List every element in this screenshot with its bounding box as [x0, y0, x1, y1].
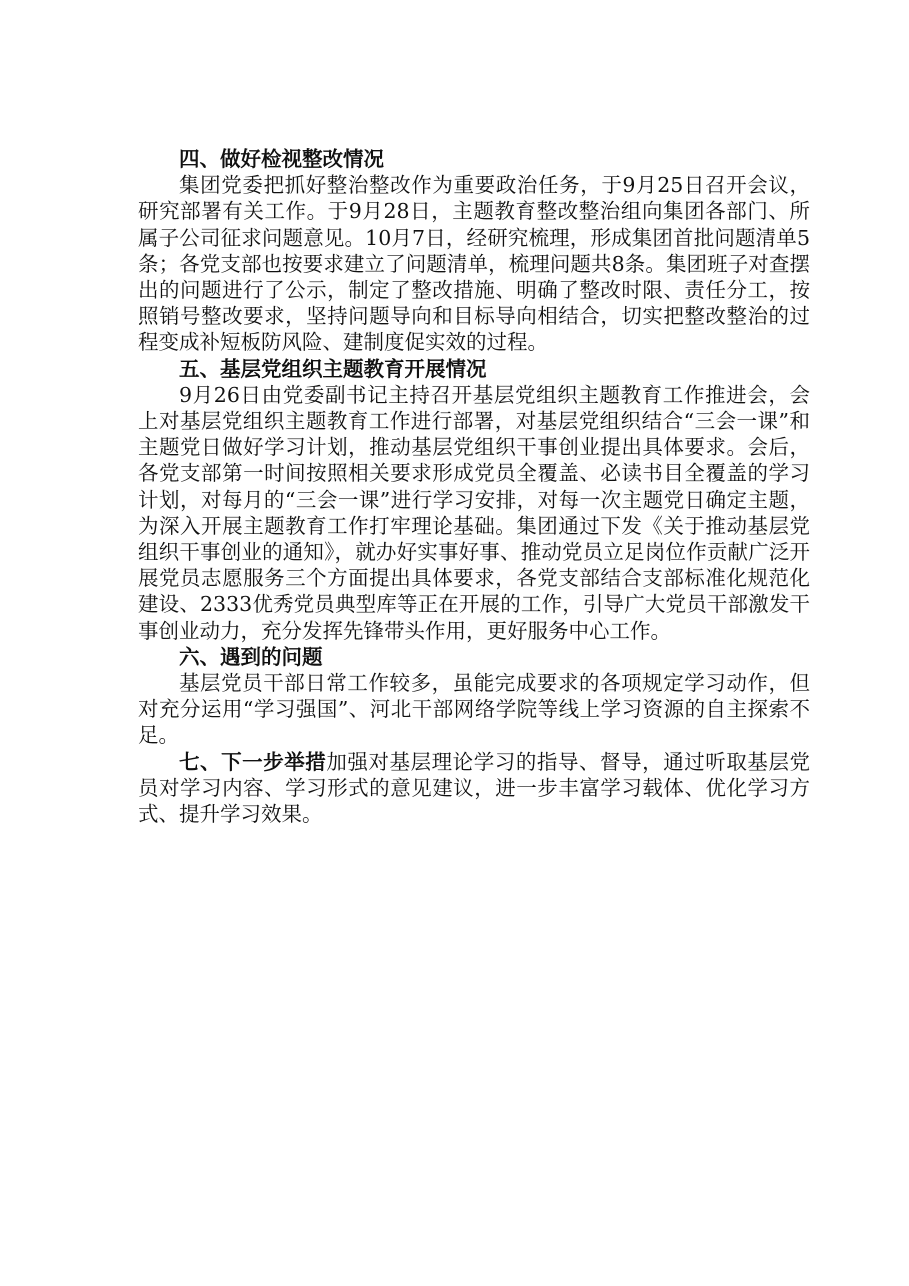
section-paragraph: 集团党委把抓好整治整改作为重要政治任务，于9月25日召开会议，研究部署有关工作。于9月28日，主题教育整改整治组向集团各部门、所属子公司征求问题意见。10月7日，经研究梳理，形成集团首批问题清单5条；各党支部也按要求建立了问题清单，梳理问题共8条。集团班子对查摆出的问题进行了公示，制定了整改措施、明确了整改时限、责任分工，按照销号整改要求，坚持问题导向和目标导向相结合，切实把整改整治的过程变成补短板防风险、建制度促实效的过程。	[138, 173, 810, 355]
section-grassroots-education	[138, 356, 810, 644]
section-heading: 四、做好检视整改情况	[179, 147, 384, 171]
section-paragraph	[138, 749, 810, 828]
section-paragraph: 基层党员干部日常工作较多，虽能完成要求的各项规定学习动作，但对充分运用“学习强国”、河北干部网络学院等线上学习资源的自主探索不足。	[138, 671, 810, 748]
section-problems	[138, 644, 810, 749]
section-heading: 五、基层党组织主题教育开展情况	[179, 356, 487, 381]
section-next-steps	[138, 749, 810, 828]
section-paragraph: 9月26日由党委副书记主持召开基层党组织主题教育工作推进会，会上对基层党组织主题教育工作进行部署，对基层党组织结合“三会一课”和主题党日做好学习计划，推动基层党组织干事创业提出具体要求。会后，各党支部第一时间按照相关要求形成党员全覆盖、必读书目全覆盖的学习计划，对每月的“三会一课”进行学习安排，对每一次主题党日确定主题，为深入开展主题教育工作打牢理论基础。集团通过下发《关于推动基层党组织干事创业的通知》，就办好实事好事、推动党员立足岗位作贡献广泛开展党员志愿服务三个方面提出具体要求，各党支部结合支部标准化规范化建设、2333优秀党员典型库等正在开展的工作，引导广大党员干部激发干事创业动力，充分发挥先锋带头作用，更好服务中心工作。	[138, 382, 810, 643]
section-body-text: 加强对基层理论学习的指导、督导，通过听取基层党员对学习内容、学习形式的意见建议，进一步丰富学习载体、优化学习方式、提升学习效果。	[138, 749, 811, 827]
section-heading: 七、下一步举措	[179, 749, 327, 774]
section-rectification	[138, 146, 810, 356]
section-heading: 六、遇到的问题	[179, 644, 323, 669]
document-body	[138, 146, 810, 827]
